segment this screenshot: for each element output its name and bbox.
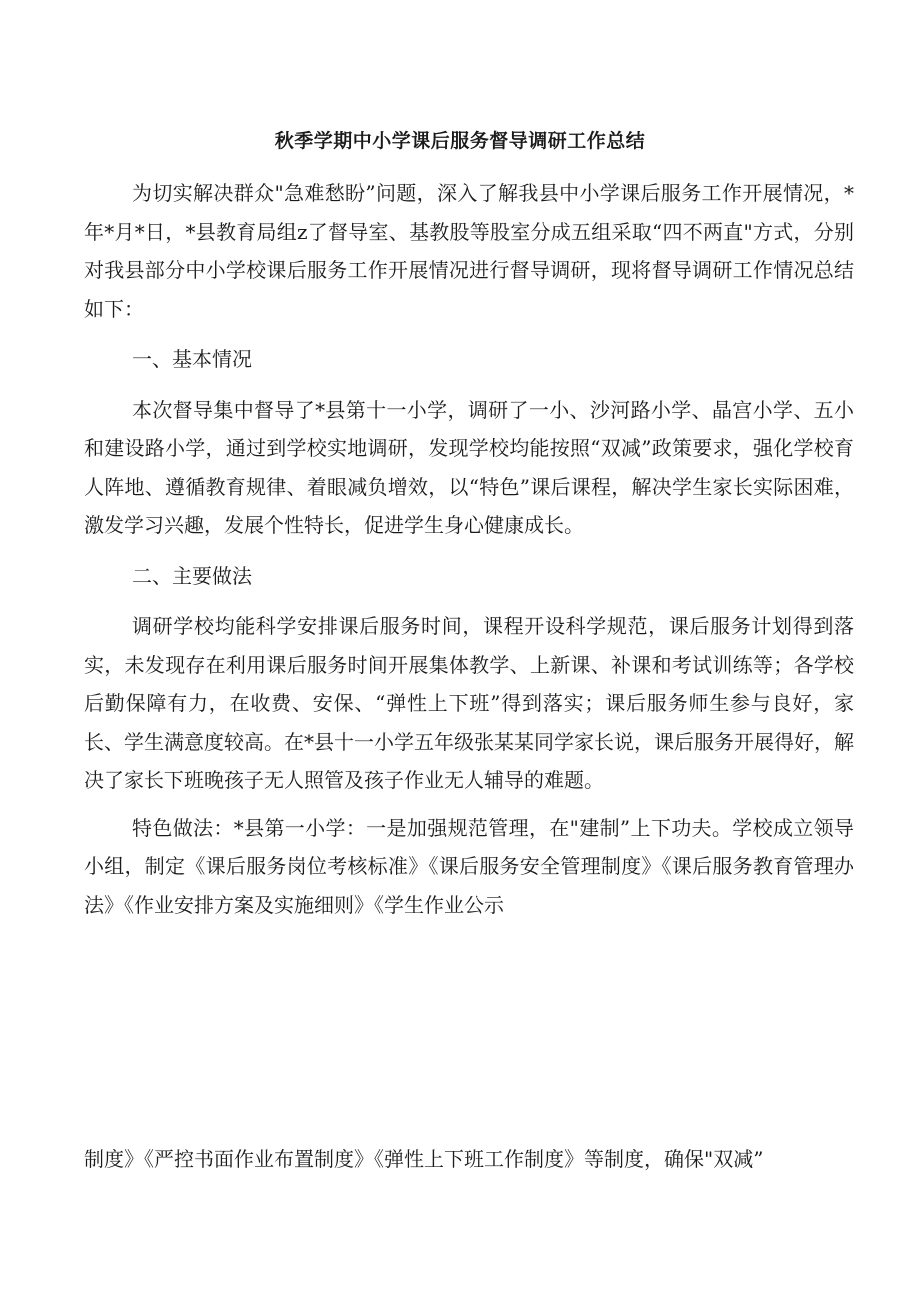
paragraph-intro: 为切实解决群众"急难愁盼”问题，深入了解我县中小学课后服务工作开展情况，*年*月*日，*县教育局组z了督导室、基教股等股室分成五组采取“四不两直"方式，分别对我县部分中小学校课后服务工作开展情况进行督导调研，现将督导调研工作情况总结如下： [84, 181, 854, 321]
paragraph-feature-continued: 制度》《严控书面作业布置制度》《弹性上下班工作制度》等制度，确保"双减” [84, 1147, 764, 1171]
document-body [84, 174, 854, 924]
paragraph-practice: 调研学校均能科学安排课后服务时间，课程开设科学规范，课后服务计划得到落实，未发现存在利用课后服务时间开展集体教学、上新课、补课和考试训练等；各学校后勤保障有力，在收费、安保、“弹性上下班”得到落实；课后服务师生参与良好，家长、学生满意度较高。在*县十一小学五年级张某某同学家长说，课后服务开展得好，解决了家长下班晚孩子无人照管及孩子作业无人辅导的难题。 [84, 614, 854, 792]
section-heading-basic: 一、基本情况 [132, 347, 252, 371]
paragraph-basic: 本次督导集中督导了*县第十一小学，调研了一小、沙河路小学、晶宫小学、五小和建设路小学，通过到学校实地调研，发现学校均能按照“双减”政策要求，强化学校育人阵地、遵循教育规律、着眼减负增效，以“特色”课后课程，解决学生家长实际困难，激发学习兴趣，发展个性特长，促进学生身心健康成长。 [84, 397, 854, 537]
section-heading-practice: 二、主要做法 [132, 563, 252, 588]
paragraph-feature: 特色做法：*县第一小学：一是加强规范管理，在"建制”上下功夫。学校成立领导小组，制定《课后服务岗位考核标准》《课后服务安全管理制度》《课后服务教育管理办法》《作业安排方案及实施细则》《学生作业公示 [84, 815, 854, 917]
document-title: 秋季学期中小学课后服务督导调研工作总结 [274, 130, 646, 152]
